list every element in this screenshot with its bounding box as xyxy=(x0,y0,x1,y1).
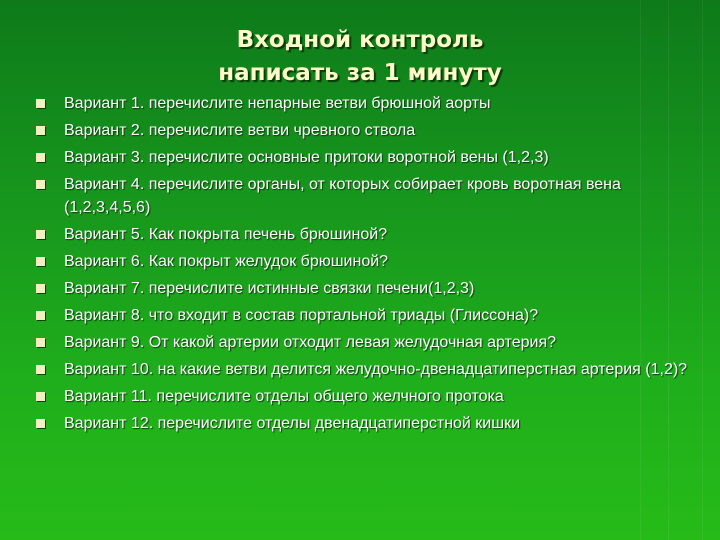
title-line-1: Входной контроль xyxy=(236,27,484,53)
list-item xyxy=(36,223,696,246)
list-item-text: Вариант 8. что входит в состав портальной триады (Глиссона)? xyxy=(64,307,539,324)
square-bullet-icon xyxy=(36,284,45,293)
list-item-text: Вариант 10. на какие ветви делится желудочно-двенадцатиперстная артерия (1,2)? xyxy=(64,361,688,378)
square-bullet-icon xyxy=(36,180,45,189)
list-item xyxy=(36,358,696,381)
list-item xyxy=(36,331,696,354)
square-bullet-icon xyxy=(36,311,45,320)
square-bullet-icon xyxy=(36,153,45,162)
square-bullet-icon xyxy=(36,230,45,239)
list-item xyxy=(36,146,696,169)
list-item xyxy=(36,277,696,300)
list-item-text: Вариант 12. перечислите отделы двенадцатиперстной кишки xyxy=(64,415,521,432)
list-item-text: Вариант 5. Как покрыта печень брюшиной? xyxy=(64,226,388,243)
list-item xyxy=(36,119,696,142)
slide-title xyxy=(0,24,720,90)
list-item-text: Вариант 3. перечислите основные притоки воротной вены (1,2,3) xyxy=(64,149,549,166)
list-item-text: Вариант 2. перечислите ветви чревного ствола xyxy=(64,122,416,139)
list-item xyxy=(36,304,696,327)
list-item-text: Вариант 1. перечислите непарные ветви брюшной аорты xyxy=(64,95,491,112)
square-bullet-icon xyxy=(36,126,45,135)
list-item-text: Вариант 4. перечислите органы, от которых собирает кровь воротная вена (1,2,3,4,5,6) xyxy=(64,176,621,216)
list-item xyxy=(36,412,696,435)
list-item xyxy=(36,173,696,219)
list-item xyxy=(36,385,696,408)
list-item-text: Вариант 7. перечислите истинные связки печени(1,2,3) xyxy=(64,280,475,297)
list-item-text: Вариант 11. перечислите отделы общего желчного протока xyxy=(64,388,504,405)
square-bullet-icon xyxy=(36,338,45,347)
square-bullet-icon xyxy=(36,365,45,374)
list-item-text: Вариант 9. От какой артерии отходит левая желудочная артерия? xyxy=(64,334,557,351)
list-item xyxy=(36,250,696,273)
title-line-2: написать за 1 минуту xyxy=(218,60,502,86)
square-bullet-icon xyxy=(36,99,45,108)
square-bullet-icon xyxy=(36,419,45,428)
square-bullet-icon xyxy=(36,257,45,266)
square-bullet-icon xyxy=(36,392,45,401)
question-list xyxy=(36,92,696,439)
list-item xyxy=(36,92,696,115)
list-item-text: Вариант 6. Как покрыт желудок брюшиной? xyxy=(64,253,389,270)
